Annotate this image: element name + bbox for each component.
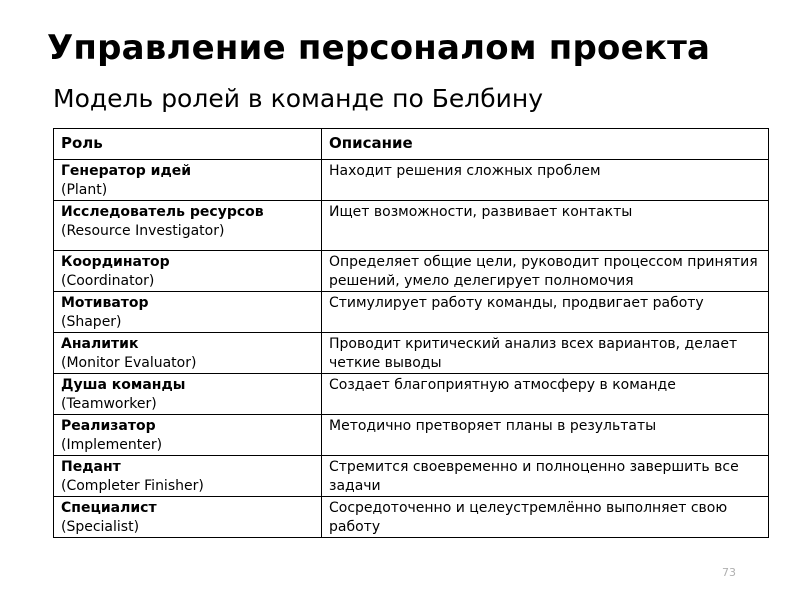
description-cell bbox=[322, 333, 769, 374]
belbin-roles-table bbox=[53, 128, 769, 538]
role-name: Аналитик bbox=[61, 336, 139, 352]
role-cell bbox=[54, 160, 322, 201]
role-description: Определяет общие цели, руководит процессом принятия решений, умело делегирует полномочия bbox=[329, 254, 758, 289]
description-cell bbox=[322, 415, 769, 456]
table-row bbox=[54, 374, 769, 415]
role-name: Специалист bbox=[61, 500, 157, 516]
role-english-name: (Completer Finisher) bbox=[61, 478, 204, 494]
description-cell bbox=[322, 251, 769, 292]
role-description: Создает благоприятную атмосферу в команде bbox=[329, 377, 676, 393]
description-cell bbox=[322, 497, 769, 538]
role-english-name: (Monitor Evaluator) bbox=[61, 355, 197, 371]
description-cell bbox=[322, 456, 769, 497]
role-cell bbox=[54, 333, 322, 374]
role-description: Проводит критический анализ всех вариантов, делает четкие выводы bbox=[329, 336, 738, 371]
role-name: Генератор идей bbox=[61, 163, 192, 179]
table-row bbox=[54, 497, 769, 538]
role-name: Исследователь ресурсов bbox=[61, 204, 264, 220]
role-english-name: (Specialist) bbox=[61, 519, 140, 535]
header-role: Роль bbox=[54, 129, 322, 160]
description-cell bbox=[322, 201, 769, 251]
table-row bbox=[54, 333, 769, 374]
role-english-name: (Resource Investigator) bbox=[61, 223, 225, 239]
role-cell bbox=[54, 415, 322, 456]
table-row bbox=[54, 201, 769, 251]
table-row bbox=[54, 251, 769, 292]
role-name: Мотиватор bbox=[61, 295, 149, 311]
role-cell bbox=[54, 251, 322, 292]
slide-subtitle: Модель ролей в команде по Белбину bbox=[53, 84, 544, 113]
role-description: Ищет возможности, развивает контакты bbox=[329, 204, 633, 220]
role-cell bbox=[54, 497, 322, 538]
role-english-name: (Coordinator) bbox=[61, 273, 155, 289]
role-description: Стимулирует работу команды, продвигает работу bbox=[329, 295, 704, 311]
role-cell bbox=[54, 374, 322, 415]
role-description: Находит решения сложных проблем bbox=[329, 163, 601, 179]
role-english-name: (Shaper) bbox=[61, 314, 122, 330]
role-name: Реализатор bbox=[61, 418, 156, 434]
role-english-name: (Teamworker) bbox=[61, 396, 157, 412]
role-description: Методично претворяет планы в результаты bbox=[329, 418, 657, 434]
table-row bbox=[54, 456, 769, 497]
description-cell bbox=[322, 374, 769, 415]
table-row bbox=[54, 415, 769, 456]
role-name: Педант bbox=[61, 459, 121, 475]
role-cell bbox=[54, 292, 322, 333]
table-header-row bbox=[54, 129, 769, 160]
description-cell bbox=[322, 292, 769, 333]
role-name: Душа команды bbox=[61, 377, 186, 393]
role-cell bbox=[54, 201, 322, 251]
role-description: Сосредоточенно и целеустремлённо выполняет свою работу bbox=[329, 500, 728, 535]
role-cell bbox=[54, 456, 322, 497]
role-name: Координатор bbox=[61, 254, 170, 270]
role-description: Стремится своевременно и полноценно завершить все задачи bbox=[329, 459, 739, 494]
description-cell bbox=[322, 160, 769, 201]
page-number: 73 bbox=[722, 566, 736, 579]
table-row bbox=[54, 292, 769, 333]
role-english-name: (Implementer) bbox=[61, 437, 163, 453]
table-row bbox=[54, 160, 769, 201]
slide-title: Управление персоналом проекта bbox=[47, 28, 711, 68]
header-description: Описание bbox=[322, 129, 769, 160]
role-english-name: (Plant) bbox=[61, 182, 108, 198]
